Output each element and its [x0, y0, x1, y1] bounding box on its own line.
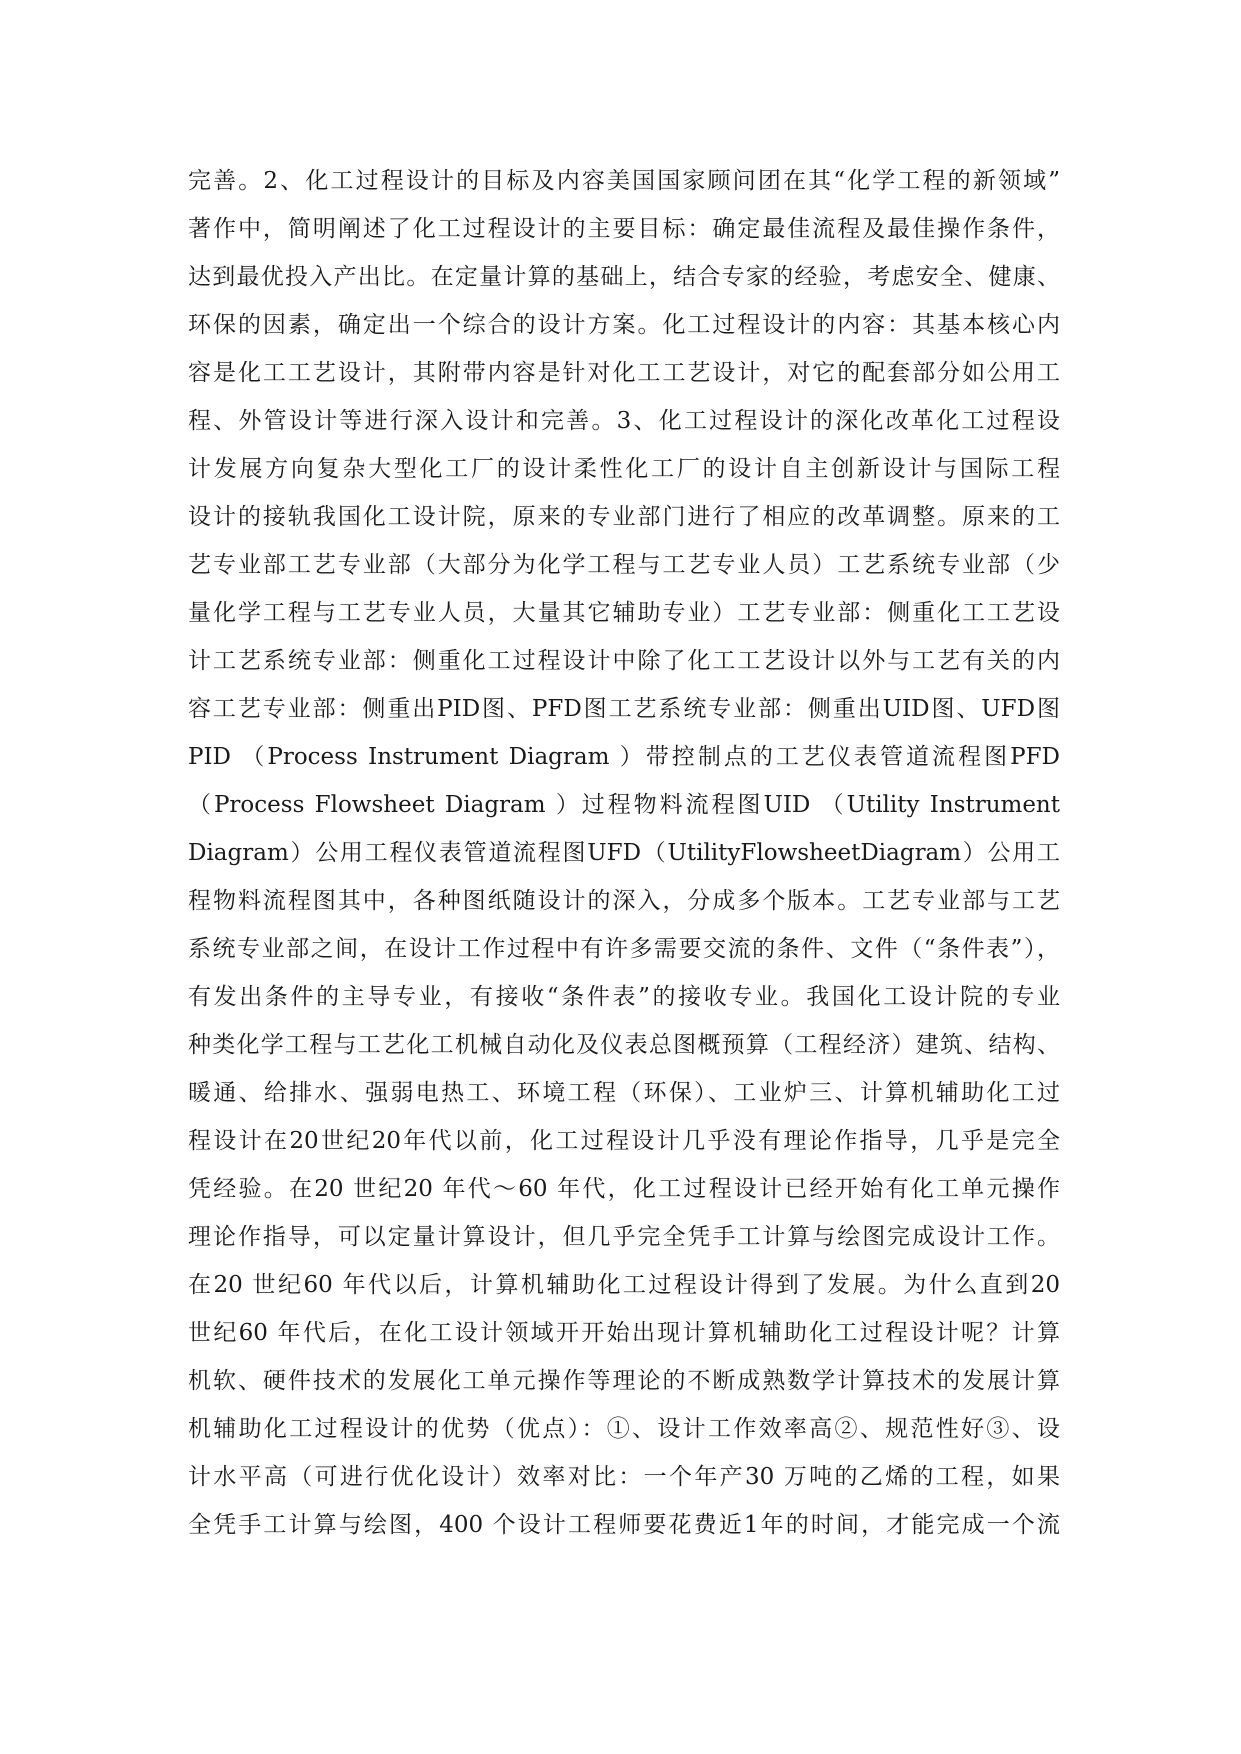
text-line: 机辅助化工过程设计的优势（优点）：①、设计工作效率高②、规范性好③、设 [188, 1416, 1060, 1442]
text-line: 艺专业部工艺专业部（大部分为化学工程与工艺专业人员）工艺系统专业部（少 [188, 552, 1060, 578]
text-line: 计水平高（可进行优化设计）效率对比：一个年产30 万吨的乙烯的工程，如果 [188, 1464, 1060, 1490]
text-line: 程物料流程图其中，各种图纸随设计的深入，分成多个版本。工艺专业部与工艺 [188, 888, 1060, 914]
text-line: 容工艺专业部：侧重出PID图、PFD图工艺系统专业部：侧重出UID图、UFD图 [188, 696, 1060, 722]
text-line: 设计的接轨我国化工设计院，原来的专业部门进行了相应的改革调整。原来的工 [188, 504, 1060, 530]
text-line: 环保的因素，确定出一个综合的设计方案。化工过程设计的内容：其基本核心内 [188, 312, 1060, 338]
text-line: 达到最优投入产出比。在定量计算的基础上，结合专家的经验，考虑安全、健康、 [188, 264, 1060, 290]
text-line: 机软、硬件技术的发展化工单元操作等理论的不断成熟数学计算技术的发展计算 [188, 1368, 1060, 1394]
text-line: 世纪60 年代后，在化工设计领域开开始出现计算机辅助化工过程设计呢？计算 [188, 1320, 1060, 1346]
body-text [188, 157, 1060, 1549]
text-line: 计发展方向复杂大型化工厂的设计柔性化工厂的设计自主创新设计与国际工程 [188, 456, 1060, 482]
text-line: 著作中，简明阐述了化工过程设计的主要目标：确定最佳流程及最佳操作条件， [188, 216, 1060, 242]
text-line: 在20 世纪60 年代以后，计算机辅助化工过程设计得到了发展。为什么直到20 [188, 1272, 1060, 1298]
text-line: 凭经验。在20 世纪20 年代～60 年代，化工过程设计已经开始有化工单元操作 [188, 1176, 1060, 1202]
text-line: 计工艺系统专业部：侧重化工过程设计中除了化工工艺设计以外与工艺有关的内 [188, 648, 1060, 674]
text-line: PID （Process Instrument Diagram ）带控制点的工艺仪表管道流程图PFD [188, 744, 1060, 770]
text-line: Diagram）公用工程仪表管道流程图UFD（UtilityFlowsheetDiagram）公用工 [188, 840, 1060, 866]
text-line: 理论作指导，可以定量计算设计，但几乎完全凭手工计算与绘图完成设计工作。 [188, 1224, 1060, 1250]
text-line: 系统专业部之间，在设计工作过程中有许多需要交流的条件、文件（“条件表”）， [188, 936, 1060, 962]
text-line: 程、外管设计等进行深入设计和完善。3、化工过程设计的深化改革化工过程设 [188, 408, 1060, 434]
text-line: 全凭手工计算与绘图，400 个设计工程师要花费近1年的时间，才能完成一个流 [188, 1512, 1060, 1538]
text-line: 程设计在20世纪20年代以前，化工过程设计几乎没有理论作指导，几乎是完全 [188, 1128, 1060, 1154]
text-line: （Process Flowsheet Diagram ）过程物料流程图UID （Utility Instrument [188, 792, 1060, 818]
text-line: 有发出条件的主导专业，有接收“条件表”的接收专业。我国化工设计院的专业 [188, 984, 1060, 1010]
text-line: 容是化工工艺设计，其附带内容是针对化工工艺设计，对它的配套部分如公用工 [188, 360, 1060, 386]
text-line: 种类化学工程与工艺化工机械自动化及仪表总图概预算（工程经济）建筑、结构、 [188, 1032, 1060, 1058]
text-line: 暖通、给排水、强弱电热工、环境工程（环保）、工业炉三、计算机辅助化工过 [188, 1080, 1060, 1106]
text-line: 完善。2、化工过程设计的目标及内容美国国家顾问团在其“化学工程的新领域” [188, 168, 1060, 194]
text-line: 量化学工程与工艺专业人员，大量其它辅助专业）工艺专业部：侧重化工工艺设 [188, 600, 1060, 626]
